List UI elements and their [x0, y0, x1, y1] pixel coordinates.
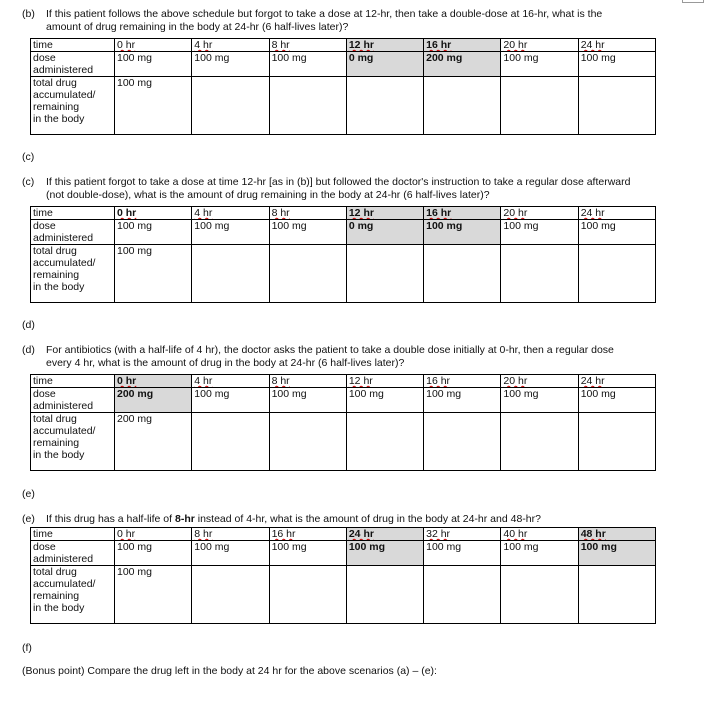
time-cell: 4 hr	[192, 375, 269, 388]
total-cell[interactable]	[346, 245, 423, 303]
time-cell: 0 hr	[115, 39, 192, 52]
time-cell: 8 hr	[192, 528, 269, 541]
time-cell: 12 hr	[346, 375, 423, 388]
time-label: time	[31, 207, 115, 220]
time-cell: 32 hr	[424, 528, 501, 541]
dose-cell: 100 mg	[501, 388, 578, 413]
total-label: total drug accumulated/ remaining in the body	[31, 566, 115, 624]
dose-row	[31, 52, 656, 77]
total-cell[interactable]	[578, 245, 655, 303]
dose-cell: 100 mg	[501, 541, 578, 566]
dose-cell: 100 mg	[269, 388, 346, 413]
total-cell[interactable]	[192, 413, 269, 471]
total-cell[interactable]	[346, 413, 423, 471]
dose-cell: 200 mg	[115, 388, 192, 413]
label-f-marker: (f)	[22, 642, 32, 654]
dose-cell: 100 mg	[424, 388, 501, 413]
time-row	[31, 375, 656, 388]
time-cell: 0 hr	[115, 528, 192, 541]
time-cell: 0 hr	[115, 207, 192, 220]
total-cell: 100 mg	[115, 566, 192, 624]
dose-cell: 100 mg	[501, 52, 578, 77]
table-e	[30, 527, 656, 624]
dose-label: dose administered	[31, 388, 115, 413]
total-cell[interactable]	[501, 566, 578, 624]
total-cell[interactable]	[578, 566, 655, 624]
dose-cell: 0 mg	[346, 220, 423, 245]
dose-cell: 100 mg	[346, 388, 423, 413]
time-cell: 16 hr	[424, 207, 501, 220]
dose-cell: 100 mg	[115, 541, 192, 566]
question-b: (b) If this patient follows the above schedule but forgot to take a dose at 12-hr, then take a double-dose at 16-hr, what is the amount of drug remaining in the body at 24-hr (6 half-lives later)?	[22, 8, 603, 33]
total-cell[interactable]	[192, 566, 269, 624]
time-cell: 40 hr	[501, 528, 578, 541]
dose-cell: 100 mg	[269, 541, 346, 566]
dose-cell: 100 mg	[115, 52, 192, 77]
time-cell: 24 hr	[578, 39, 655, 52]
table-c	[30, 206, 656, 303]
dose-label: dose administered	[31, 52, 115, 77]
table-b	[30, 38, 656, 135]
total-cell: 100 mg	[115, 77, 192, 135]
label-e-marker: (e)	[22, 488, 35, 500]
total-cell[interactable]	[269, 413, 346, 471]
time-cell: 24 hr	[578, 375, 655, 388]
dose-cell: 100 mg	[269, 52, 346, 77]
total-cell: 200 mg	[115, 413, 192, 471]
total-label: total drug accumulated/ remaining in the body	[31, 77, 115, 135]
total-label: total drug accumulated/ remaining in the body	[31, 413, 115, 471]
total-label: total drug accumulated/ remaining in the body	[31, 245, 115, 303]
dose-label: dose administered	[31, 541, 115, 566]
time-row	[31, 39, 656, 52]
time-cell: 8 hr	[269, 207, 346, 220]
total-row	[31, 245, 656, 303]
question-e: (e) If this drug has a half-life of 8-hr instead of 4-hr, what is the amount of drug in the body at 24-hr and 48-hr?	[22, 513, 541, 525]
time-label: time	[31, 375, 115, 388]
bonus-question: (Bonus point) Compare the drug left in the body at 24 hr for the above scenarios (a) – (e):	[22, 665, 437, 677]
dose-cell: 100 mg	[192, 220, 269, 245]
label-c-marker: (c)	[22, 151, 35, 163]
time-label: time	[31, 39, 115, 52]
total-cell[interactable]	[269, 77, 346, 135]
total-cell[interactable]	[192, 245, 269, 303]
dose-row	[31, 541, 656, 566]
dose-cell: 200 mg	[424, 52, 501, 77]
dose-cell: 100 mg	[192, 388, 269, 413]
dose-label: dose administered	[31, 220, 115, 245]
time-cell: 8 hr	[269, 39, 346, 52]
time-cell: 12 hr	[346, 39, 423, 52]
time-cell: 12 hr	[346, 207, 423, 220]
dose-cell: 100 mg	[578, 220, 655, 245]
total-cell[interactable]	[424, 77, 501, 135]
dose-cell: 100 mg	[501, 220, 578, 245]
time-cell: 16 hr	[424, 375, 501, 388]
time-cell: 24 hr	[578, 207, 655, 220]
total-cell[interactable]	[269, 245, 346, 303]
time-cell: 16 hr	[269, 528, 346, 541]
label-d-marker: (d)	[22, 319, 35, 331]
table-d	[30, 374, 656, 471]
dose-cell: 100 mg	[578, 388, 655, 413]
time-cell: 20 hr	[501, 39, 578, 52]
total-cell[interactable]	[346, 77, 423, 135]
total-cell[interactable]	[578, 413, 655, 471]
dose-cell: 100 mg	[424, 541, 501, 566]
time-row	[31, 207, 656, 220]
total-cell: 100 mg	[115, 245, 192, 303]
time-label: time	[31, 528, 115, 541]
time-cell: 48 hr	[578, 528, 655, 541]
dose-cell: 100 mg	[115, 220, 192, 245]
total-cell[interactable]	[346, 566, 423, 624]
total-row	[31, 413, 656, 471]
total-cell[interactable]	[192, 77, 269, 135]
total-cell[interactable]	[424, 245, 501, 303]
dose-cell: 100 mg	[346, 541, 423, 566]
dose-cell: 100 mg	[269, 220, 346, 245]
dose-cell: 100 mg	[578, 541, 655, 566]
time-cell: 0 hr	[115, 375, 192, 388]
question-d: (d) For antibiotics (with a half-life of 4 hr), the doctor asks the patient to take a double dose initially at 0-hr, then a regular dose every 4 hr, what is the amount of drug in the body at 24-hr (6 half-lives later)?	[22, 344, 614, 369]
dose-cell: 100 mg	[578, 52, 655, 77]
time-cell: 4 hr	[192, 39, 269, 52]
total-cell[interactable]	[501, 77, 578, 135]
dose-cell: 100 mg	[424, 220, 501, 245]
total-cell[interactable]	[269, 566, 346, 624]
question-c: (c) If this patient forgot to take a dose at time 12-hr [as in (b)] but followed the doctor's instruction to take a regular dose afterward (not double-dose), what is the amount of drug remaining in the body at 24-hr (6 half-lives later)?	[22, 176, 631, 201]
total-cell[interactable]	[424, 566, 501, 624]
total-cell[interactable]	[424, 413, 501, 471]
dose-cell: 0 mg	[346, 52, 423, 77]
dose-row	[31, 220, 656, 245]
page-corner-mark	[682, 0, 704, 3]
time-cell: 20 hr	[501, 375, 578, 388]
dose-row	[31, 388, 656, 413]
total-row	[31, 77, 656, 135]
total-cell[interactable]	[501, 413, 578, 471]
total-cell[interactable]	[578, 77, 655, 135]
time-cell: 16 hr	[424, 39, 501, 52]
dose-cell: 100 mg	[192, 541, 269, 566]
time-cell: 24 hr	[346, 528, 423, 541]
time-row	[31, 528, 656, 541]
time-cell: 20 hr	[501, 207, 578, 220]
total-cell[interactable]	[501, 245, 578, 303]
total-row	[31, 566, 656, 624]
time-cell: 8 hr	[269, 375, 346, 388]
time-cell: 4 hr	[192, 207, 269, 220]
dose-cell: 100 mg	[192, 52, 269, 77]
